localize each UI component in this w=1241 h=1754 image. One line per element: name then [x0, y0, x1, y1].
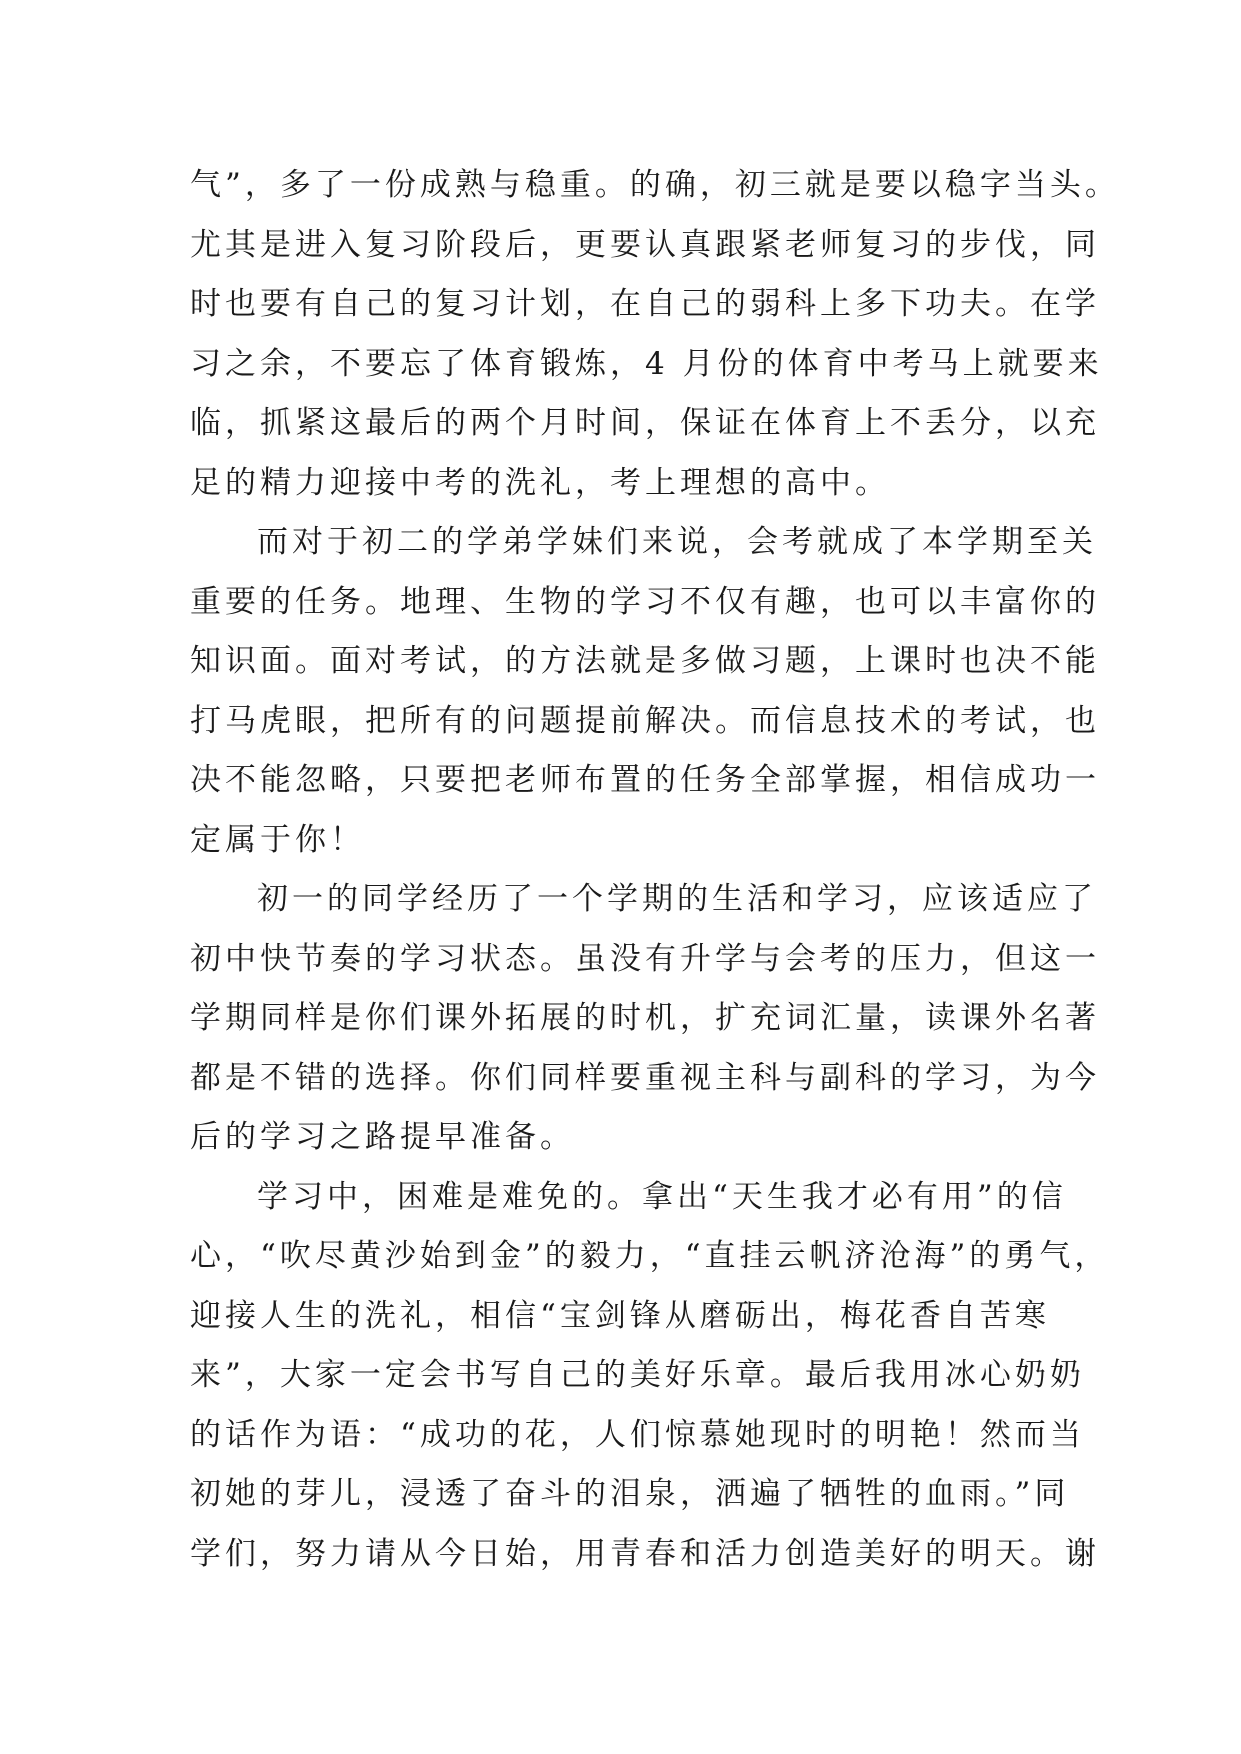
text-line: 打马虎眼，把所有的问题提前解决。而信息技术的考试，也: [190, 702, 1100, 739]
text-line: 初她的芽儿，浸透了奋斗的泪泉，洒遍了牺牲的血雨。”同: [190, 1476, 1070, 1512]
text-line: 来”，大家一定会书写自己的美好乐章。最后我用冰心奶奶: [190, 1357, 1085, 1393]
text-line: 习之余，不要忘了体育锻炼，4 月份的体育中考马上就要来: [190, 345, 1103, 382]
body-text: [190, 156, 1120, 1584]
text-line: 都是不错的选择。你们同样要重视主科与副科的学习，为今: [190, 1059, 1100, 1096]
text-line: 后的学习之路提早准备。: [190, 1119, 575, 1155]
paragraph-start-line: 而对于初二的学弟学妹们来说，会考就成了本学期至关: [257, 524, 1097, 560]
text-line: 初中快节奏的学习状态。虽没有升学与会考的压力，但这一: [190, 940, 1100, 977]
text-line: 尤其是进入复习阶段后，更要认真跟紧老师复习的步伐，同: [190, 226, 1100, 263]
text-line: 心，“吹尽黄沙始到金”的毅力，“直挂云帆济沧海”的勇气，: [190, 1238, 1110, 1274]
paragraph-start-line: 初一的同学经历了一个学期的生活和学习，应该适应了: [257, 881, 1097, 917]
paragraph-start-line: 学习中，困难是难免的。拿出“天生我才必有用”的信: [257, 1178, 1067, 1215]
text-line: 重要的任务。地理、生物的学习不仅有趣，也可以丰富你的: [190, 583, 1100, 620]
text-line: 定属于你！: [190, 821, 365, 858]
text-line: 临，抓紧这最后的两个月时间，保证在体育上不丢分，以充: [190, 405, 1100, 441]
text-line: 学们，努力请从今日始，用青春和活力创造美好的明天。谢: [190, 1535, 1100, 1572]
text-line: 气”，多了一份成熟与稳重。的确，初三就是要以稳字当头。: [190, 167, 1120, 203]
text-line: 决不能忽略，只要把老师布置的任务全部掌握，相信成功一: [190, 762, 1100, 798]
text-line: 学期同样是你们课外拓展的时机，扩充词汇量，读课外名著: [190, 1000, 1100, 1036]
text-line: 足的精力迎接中考的洗礼，考上理想的高中。: [190, 464, 890, 501]
text-line: 知识面。面对考试，的方法就是多做习题，上课时也决不能: [190, 643, 1100, 679]
text-line: 迎接人生的洗礼，相信“宝剑锋从磨砺出，梅花香自苦寒: [190, 1297, 1050, 1334]
text-line: 的话作为语：“成功的花，人们惊慕她现时的明艳！然而当: [190, 1416, 1085, 1453]
text-line: 时也要有自己的复习计划，在自己的弱科上多下功夫。在学: [190, 286, 1100, 322]
